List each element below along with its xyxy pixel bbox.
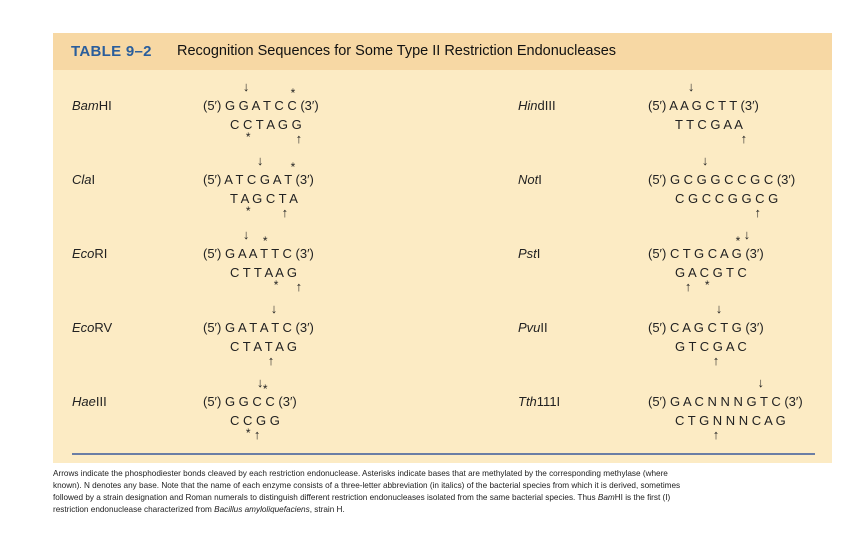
lower-strand-hindiii: T T C G A A xyxy=(675,117,743,132)
upper-strand-ecorv: (5′) G A T A T C (3′) xyxy=(203,320,314,335)
enzyme-genus-abbrev: Hae xyxy=(72,394,96,409)
enzyme-name-tth111i xyxy=(518,394,560,409)
cleavage-arrow-down: ↓ xyxy=(743,227,751,242)
methylation-asterisk: * xyxy=(245,204,251,218)
upper-strand-hindiii: (5′) A A G C T T (3′) xyxy=(648,98,759,113)
enzyme-strain-numeral: 111I xyxy=(536,394,561,409)
enzyme-name-noti xyxy=(518,172,542,187)
methylation-asterisk: * xyxy=(245,130,251,144)
enzyme-genus-abbrev: Bam xyxy=(72,98,99,113)
enzyme-strain-numeral: RI xyxy=(94,246,108,261)
enzyme-strain-numeral: I xyxy=(536,246,541,261)
upper-strand-bamhi: (5′) G G A T C C (3′) xyxy=(203,98,319,113)
methylation-asterisk: * xyxy=(262,234,268,248)
enzyme-genus-abbrev: Eco xyxy=(72,320,95,335)
cleavage-arrow-down: ↓ xyxy=(242,79,250,94)
enzyme-name-haeiii xyxy=(72,394,107,409)
methylation-asterisk: * xyxy=(290,86,296,100)
table-title: Recognition Sequences for Some Type II Restriction Endonucleases xyxy=(177,43,617,59)
cleavage-arrow-down: ↓ xyxy=(715,301,723,316)
lower-strand-ecorv: C T A T A G xyxy=(230,339,297,354)
lower-strand-psti: G A C G T C xyxy=(675,265,747,280)
enzyme-name-bamhi xyxy=(72,98,112,113)
bottom-rule xyxy=(72,453,815,455)
enzyme-strain-numeral: I xyxy=(91,172,96,187)
enzyme-strain-numeral: III xyxy=(95,394,107,409)
cleavage-arrow-down: ↓ xyxy=(242,227,250,242)
lower-strand-ecori: C T T A A G xyxy=(230,265,297,280)
upper-strand-ecori: (5′) G A A T T C (3′) xyxy=(203,246,314,261)
enzyme-strain-numeral: dIII xyxy=(537,98,556,113)
methylation-asterisk: * xyxy=(262,382,268,396)
lower-strand-tth111i: C T G N N N C A G xyxy=(675,413,786,428)
enzyme-strain-numeral: RV xyxy=(94,320,113,335)
cleavage-arrow-up: ↑ xyxy=(295,279,303,294)
cleavage-arrow-up: ↑ xyxy=(253,427,261,442)
cleavage-arrow-up: ↑ xyxy=(740,131,748,146)
cleavage-arrow-down: ↓ xyxy=(701,153,709,168)
enzyme-name-hindiii xyxy=(518,98,556,113)
lower-strand-noti: C G C C G G C G xyxy=(675,191,779,206)
footnote-text-3: , strain H. xyxy=(309,505,345,515)
lower-strand-haeiii: C C G G xyxy=(230,413,280,428)
enzyme-genus-abbrev: Eco xyxy=(72,246,95,261)
lower-strand-bamhi: C C T A G G xyxy=(230,117,302,132)
methylation-asterisk: * xyxy=(290,160,296,174)
enzyme-name-ecorv xyxy=(72,320,112,335)
enzyme-genus-abbrev: Pst xyxy=(518,246,537,261)
enzyme-name-clai xyxy=(72,172,95,187)
methylation-asterisk: * xyxy=(245,426,251,440)
lower-strand-clai: T A G C T A xyxy=(230,191,298,206)
enzyme-strain-numeral: II xyxy=(540,320,548,335)
upper-strand-tth111i: (5′) G A C N N N G T C (3′) xyxy=(648,394,803,409)
methylation-asterisk: * xyxy=(704,278,710,292)
cleavage-arrow-down: ↓ xyxy=(687,79,695,94)
cleavage-arrow-down: ↓ xyxy=(256,153,264,168)
cleavage-arrow-down: ↓ xyxy=(757,375,765,390)
cleavage-arrow-down: ↓ xyxy=(270,301,278,316)
enzyme-genus-abbrev: Cla xyxy=(72,172,92,187)
cleavage-arrow-up: ↑ xyxy=(281,205,289,220)
footnote-text-1: Arrows indicate the phosphodiester bonds cleaved by each restriction endonuclease. Asterisks indicate bases that are methylated by the corresponding methylase (where known). N denotes any base. Note that the name of each enzyme consists of a three-letter abbreviation (in italics) of the bacterial species from which it is derived, sometimes followed by a strain designation and Roman numerals to distinguish different restriction endonucleases isolated from the same bacterial species. Thus xyxy=(53,469,681,503)
cleavage-arrow-up: ↑ xyxy=(712,353,720,368)
cleavage-arrow-up: ↑ xyxy=(754,205,762,220)
cleavage-arrow-up: ↑ xyxy=(684,279,692,294)
methylation-asterisk: * xyxy=(273,278,279,292)
enzyme-name-pvuii xyxy=(518,320,548,335)
cleavage-arrow-up: ↑ xyxy=(295,131,303,146)
cleavage-arrow-up: ↑ xyxy=(712,427,720,442)
footnote-species: Bacillus amyloliquefaciens xyxy=(214,505,310,515)
methylation-asterisk: * xyxy=(735,234,741,248)
enzyme-genus-abbrev: Hin xyxy=(518,98,538,113)
enzyme-genus-abbrev: Tth xyxy=(518,394,537,409)
cleavage-arrow-up: ↑ xyxy=(267,353,275,368)
enzyme-name-psti xyxy=(518,246,540,261)
upper-strand-pvuii: (5′) C A G C T G (3′) xyxy=(648,320,764,335)
table-number: TABLE 9–2 xyxy=(71,43,152,60)
table-footnote xyxy=(53,468,693,516)
enzyme-genus-abbrev: Pvu xyxy=(518,320,541,335)
upper-strand-psti: (5′) C T G C A G (3′) xyxy=(648,246,764,261)
lower-strand-pvuii: G T C G A C xyxy=(675,339,747,354)
footnote-enzyme-prefix: Bam xyxy=(597,493,615,503)
enzyme-strain-numeral: I xyxy=(538,172,542,187)
footnote-enzyme-suffix: HI xyxy=(614,493,623,503)
upper-strand-clai: (5′) A T C G A T (3′) xyxy=(203,172,314,187)
enzyme-name-ecori xyxy=(72,246,107,261)
upper-strand-haeiii: (5′) G G C C (3′) xyxy=(203,394,297,409)
enzyme-strain-numeral: HI xyxy=(98,98,112,113)
enzyme-genus-abbrev: Not xyxy=(518,172,539,187)
upper-strand-noti: (5′) G C G G C C G C (3′) xyxy=(648,172,796,187)
footnote-text-2: is the first (I) restriction endonuclease characterized from xyxy=(53,493,671,515)
cleavage-arrow-down: ↓ xyxy=(256,375,264,390)
